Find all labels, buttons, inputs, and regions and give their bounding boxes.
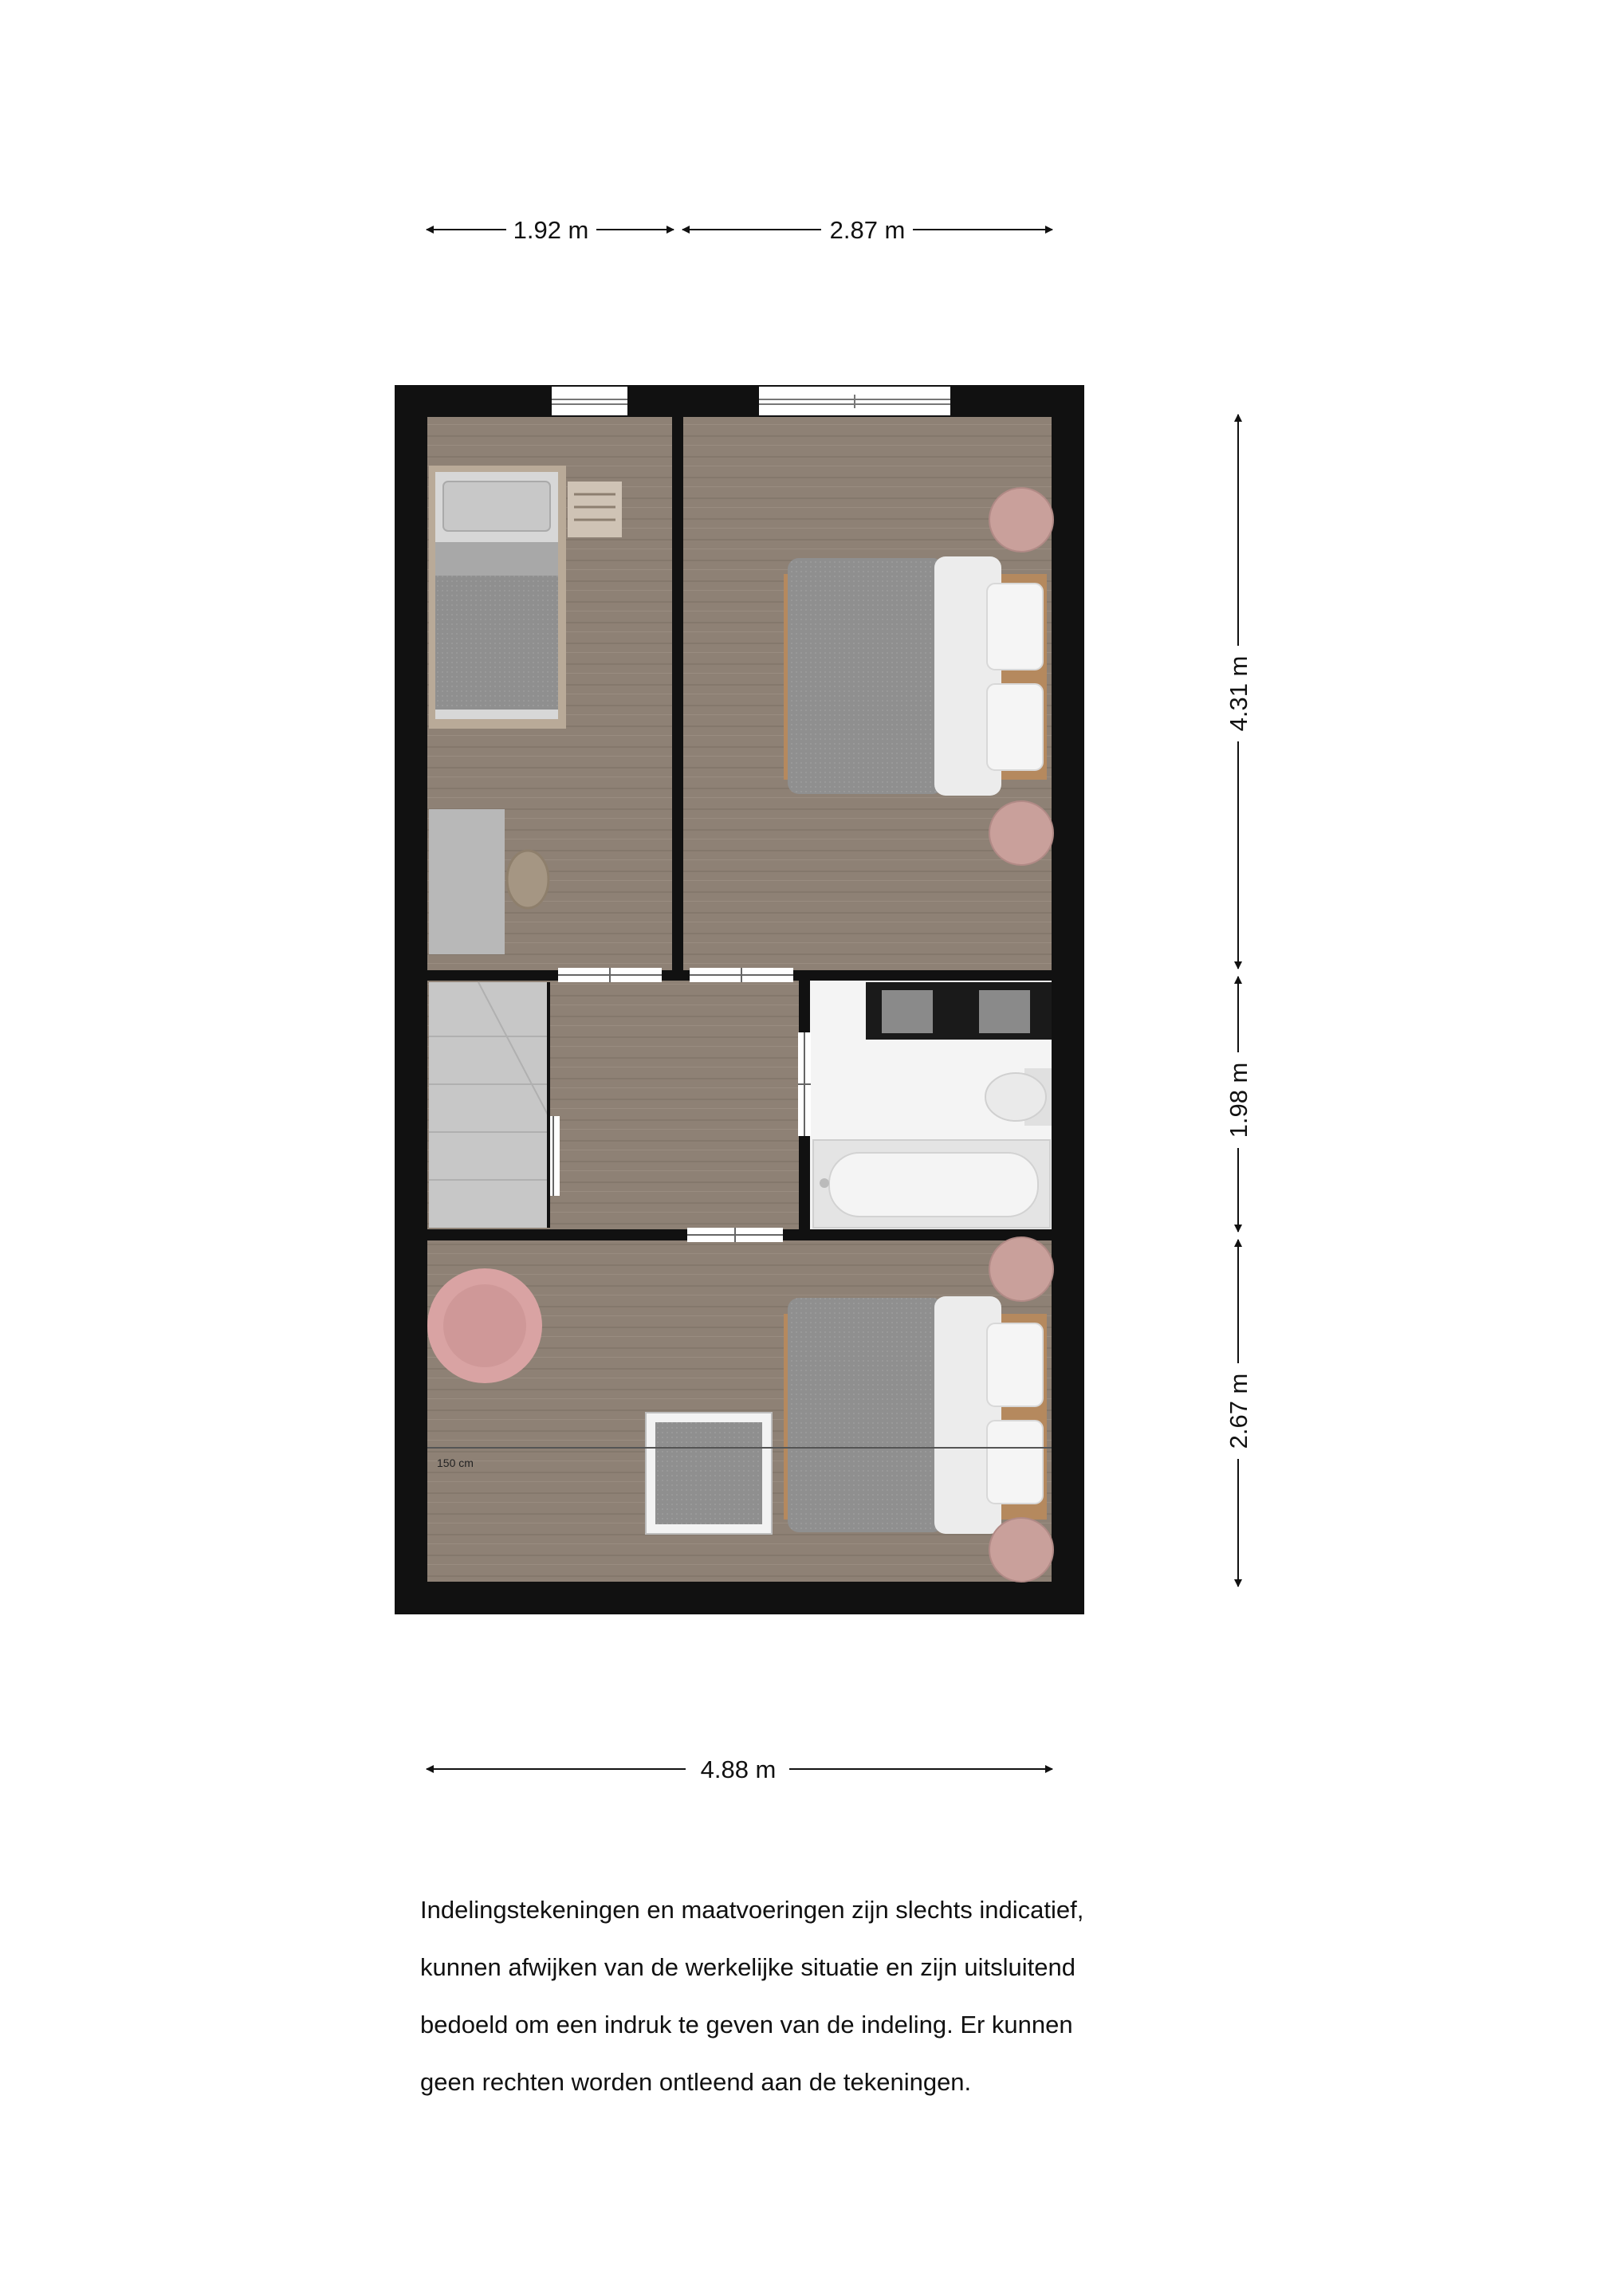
dimension-right-middle (1225, 977, 1252, 1232)
disclaimer-line: Indelingstekeningen en maatvoeringen zijn slechts indicatief, (420, 1896, 1084, 1924)
disclaimer (420, 1881, 1217, 2111)
dimension-right-lower (1225, 1240, 1252, 1586)
nightstand-attic-top (989, 1237, 1053, 1301)
dimension-right-upper-label: 4.31 m (1225, 655, 1252, 732)
side-table (646, 1413, 772, 1534)
door-attic-bedroom (687, 1228, 783, 1242)
disclaimer-line: bedoeld om een indruk te geven van de indeling. Er kunnen (420, 2011, 1073, 2038)
dimension-bottom (427, 1755, 1052, 1783)
height-line-label: 150 cm (437, 1457, 474, 1469)
double-bed-attic (784, 1296, 1047, 1534)
disclaimer-line: geen rechten worden ontleend aan de tekeningen. (420, 2068, 972, 2096)
dimension-right-middle-label: 1.98 m (1225, 1062, 1252, 1138)
pouf (427, 1268, 542, 1383)
door-bathroom (798, 1032, 811, 1136)
dimension-top-left-label: 1.92 m (513, 216, 589, 244)
nightstand-attic-bottom (989, 1518, 1053, 1582)
dimension-bottom-label: 4.88 m (700, 1755, 777, 1783)
nightstand-top (989, 488, 1053, 552)
window-large (759, 387, 950, 415)
nightstand-bottom (989, 801, 1053, 865)
dimension-top-right (682, 216, 1052, 244)
door-master-bedroom (690, 968, 793, 982)
vanity-unit (866, 982, 1052, 1040)
dimension-top-left (427, 216, 674, 244)
door-small-bedroom (558, 968, 662, 982)
staircase (429, 982, 560, 1228)
dimension-right-upper (1225, 415, 1252, 969)
bedside-shelf (568, 482, 622, 537)
desk-chair (507, 851, 549, 908)
bathtub (813, 1140, 1050, 1228)
double-bed-master (784, 556, 1047, 796)
disclaimer-line: kunnen afwijken van de werkelijke situatie en zijn uitsluitend (420, 1953, 1075, 1981)
single-bed (429, 466, 566, 729)
dimension-top-right-label: 2.87 m (829, 216, 906, 244)
desk (429, 809, 505, 954)
dimension-right-lower-label: 2.67 m (1225, 1373, 1252, 1449)
window-small (552, 387, 627, 415)
